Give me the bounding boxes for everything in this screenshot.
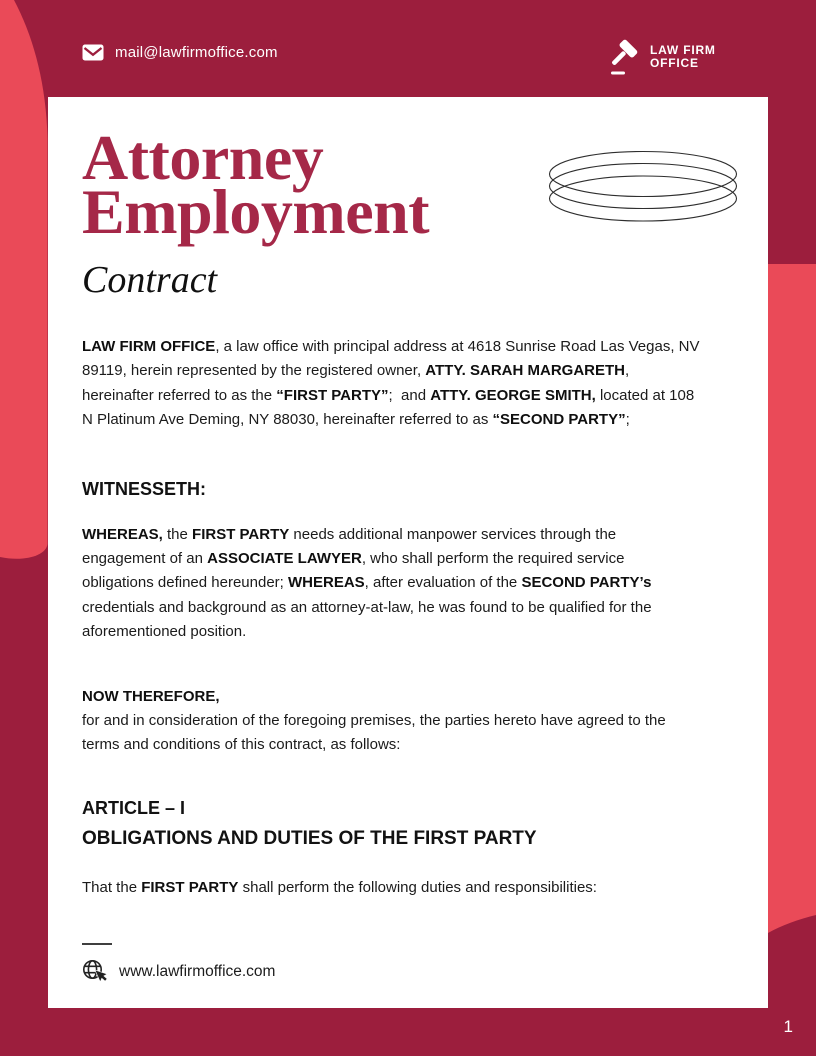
article-subheading: OBLIGATIONS AND DUTIES OF THE FIRST PARTY [82,827,537,849]
law-firm-logo [606,37,716,76]
gavel-icon [606,37,640,76]
header-email-link[interactable] [82,44,278,61]
logo-text [650,44,716,70]
document-subtitle: Contract [82,259,218,301]
page-number: 1 [783,1017,793,1036]
whereas-paragraph: WHEREAS, the FIRST PARTY needs additional manpower services through the engagement of an ASSOCIATE LAWYER, who shall perform the required service obligations defined hereunder; WHEREAS, after evaluation of the SECOND PARTY’s credentials and background as an attorney-at-law, he was found to be qualified for the aforementioned position. [82,525,652,641]
footer-website-link[interactable] [81,958,275,986]
document-title-line2: Employment [82,176,429,247]
witnesseth-heading: WITNESSETH: [82,478,206,499]
document-card [48,97,768,1008]
logo-line1: LAW FIRM [650,42,716,57]
intro-paragraph: LAW FIRM OFFICE, a law office with principal address at 4618 Sunrise Road Las Vegas, NV 89119, herein represented by the registered owner, ATTY. SARAH MARGARETH, hereinafter referred to as the “FIRST PARTY”; and ATTY. GEORGE SMITH, located at 108 N Platinum Ave Deming, NY 88030, hereinafter referred to as “SECOND PARTY”; [82,338,700,429]
top-left-pink-shape [0,0,48,559]
article-heading: ARTICLE – I [82,797,186,818]
footer-divider [82,943,112,945]
right-pink-shape [768,264,816,933]
decorative-rings [548,150,738,222]
now-therefore-paragraph: NOW THEREFORE, for and in consideration of the foregoing premises, the parties hereto have agreed to the terms and conditions of this contract, as follows: [82,687,666,754]
globe-cursor-icon [81,958,109,986]
footer-website-text: www.lawfirmoffice.com [119,963,276,980]
logo-line2: OFFICE [650,55,699,70]
duties-paragraph: That the FIRST PARTY shall perform the following duties and responsibilities: [82,878,597,896]
header-email-text: mail@lawfirmoffice.com [115,44,278,61]
mail-icon [82,44,104,61]
document-title-line1: Attorney [82,122,324,193]
